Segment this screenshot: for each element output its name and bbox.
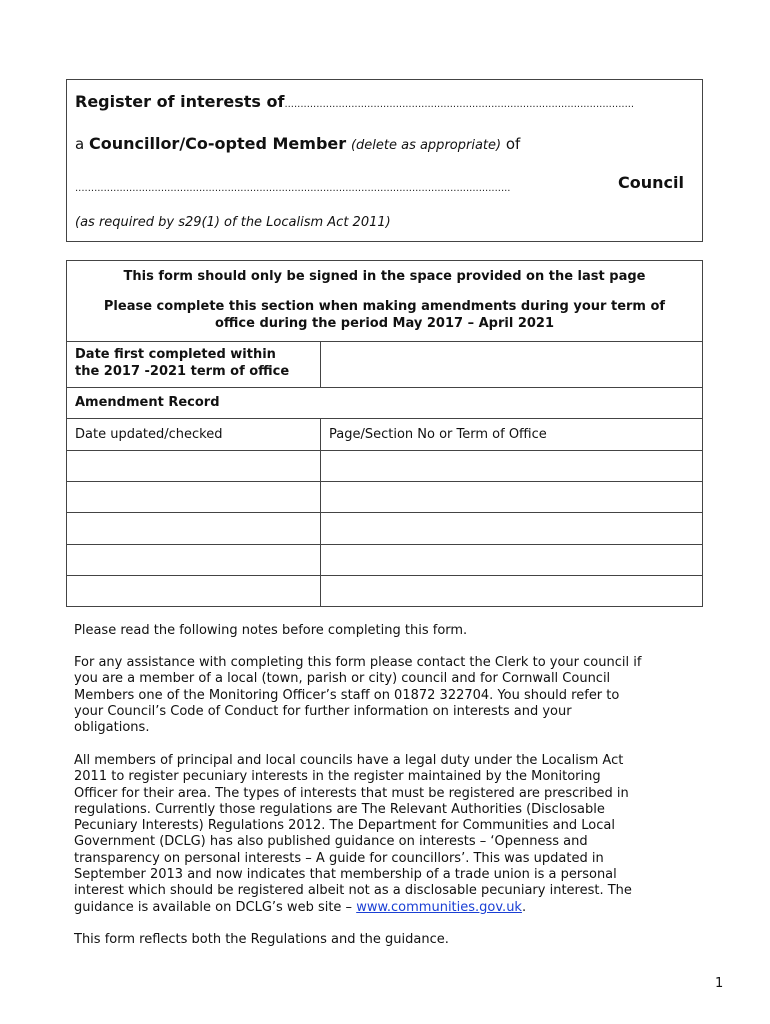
name-fill-line[interactable]: .............................................................................................................. bbox=[284, 99, 635, 110]
register-header-box bbox=[66, 79, 703, 242]
council-dots[interactable]: ......................................................................................................................................... bbox=[75, 183, 511, 194]
text-line: 2011 to register pecuniary interests in the register maintained by the Monitoring bbox=[74, 769, 601, 785]
text-line: obligations. bbox=[74, 720, 150, 736]
statute-note: (as required by s29(1) of the Localism Act 2011) bbox=[75, 215, 391, 230]
member-type-line bbox=[75, 134, 520, 153]
signing-notice: This form should only be signed in the space provided on the last page bbox=[123, 269, 646, 284]
register-title: Register of interests of bbox=[75, 92, 285, 111]
text-line: For any assistance with completing this form please contact the Clerk to your council if bbox=[74, 655, 642, 670]
text-line: Officer for their area. The types of interests that must be registered are prescribed in bbox=[74, 785, 629, 801]
text-line: your Council’s Code of Conduct for further information on interests and your bbox=[74, 703, 572, 719]
amendment-date-cell[interactable] bbox=[68, 482, 319, 511]
member-type-suffix: of bbox=[505, 135, 521, 153]
member-type-label: Councillor/Co-opted Member bbox=[88, 134, 347, 153]
communities-link[interactable]: www.communities.gov.uk bbox=[356, 899, 522, 915]
amendment-notice-line1: Please complete this section when making amendments during your term of bbox=[103, 299, 666, 314]
guidance-text: guidance is available on DCLG’s web site – bbox=[74, 899, 357, 915]
first-completed-date-field[interactable] bbox=[323, 342, 701, 386]
period: . bbox=[521, 899, 527, 915]
text-line: Government (DCLG) has also published guidance on interests – ‘Openness and bbox=[74, 834, 588, 850]
amendment-record-heading: Amendment Record bbox=[75, 395, 220, 410]
council-label: Council bbox=[618, 173, 684, 192]
member-type-prefix: a bbox=[75, 135, 85, 153]
text-line-with-link bbox=[74, 900, 704, 916]
first-completed-label-1: Date first completed within bbox=[75, 347, 276, 362]
divider bbox=[67, 418, 702, 419]
text-line: transparency on personal interests – A guide for councillors’. This was updated in bbox=[74, 850, 604, 866]
amendment-page-cell[interactable] bbox=[322, 513, 701, 543]
first-completed-label-2: the 2017 -2021 term of office bbox=[75, 364, 290, 379]
text-line: Pecuniary Interests) Regulations 2012. The Department for Communities and Local bbox=[74, 818, 615, 834]
amendment-date-cell[interactable] bbox=[68, 545, 319, 574]
text-line: you are a member of a local (town, parish or city) council and for Cornwall Council bbox=[74, 671, 611, 687]
register-title-line bbox=[75, 92, 634, 111]
text-line: regulations. Currently those regulations are The Relevant Authorities (Disclosable bbox=[74, 801, 605, 817]
text-line: Members one of the Monitoring Officer’s staff on 01872 322704. You should refer to bbox=[74, 687, 620, 703]
page-number: 1 bbox=[715, 976, 724, 991]
col-header-date: Date updated/checked bbox=[75, 427, 223, 442]
amendment-date-cell[interactable] bbox=[68, 451, 319, 480]
amendment-date-cell[interactable] bbox=[68, 513, 319, 543]
divider bbox=[67, 387, 702, 388]
council-fill-line[interactable] bbox=[75, 177, 510, 195]
notes-paragraph-3: This form reflects both the Regulations and the guidance. bbox=[74, 932, 449, 947]
amendment-page-cell[interactable] bbox=[322, 482, 701, 511]
amendment-box bbox=[66, 260, 703, 607]
col-header-page: Page/Section No or Term of Office bbox=[329, 427, 547, 442]
delete-note: (delete as appropriate) bbox=[350, 138, 502, 153]
text-line: All members of principal and local councils have a legal duty under the Localism Act bbox=[74, 753, 624, 768]
amendment-notice-line2: office during the period May 2017 – April 2021 bbox=[215, 316, 554, 331]
text-line: interest which should be registered albeit not as a disclosable pecuniary interest. The bbox=[74, 883, 632, 899]
notes-heading: Please read the following notes before completing this form. bbox=[74, 623, 468, 638]
text-line: September 2013 and now indicates that membership of a trade union is a personal bbox=[74, 867, 617, 883]
notes-paragraph-1 bbox=[74, 655, 704, 736]
notes-paragraph-2 bbox=[74, 753, 704, 916]
amendment-page-cell[interactable] bbox=[322, 576, 701, 606]
amendment-page-cell[interactable] bbox=[322, 451, 701, 480]
amendment-page-cell[interactable] bbox=[322, 545, 701, 574]
amendment-date-cell[interactable] bbox=[68, 576, 319, 606]
divider bbox=[320, 341, 321, 387]
